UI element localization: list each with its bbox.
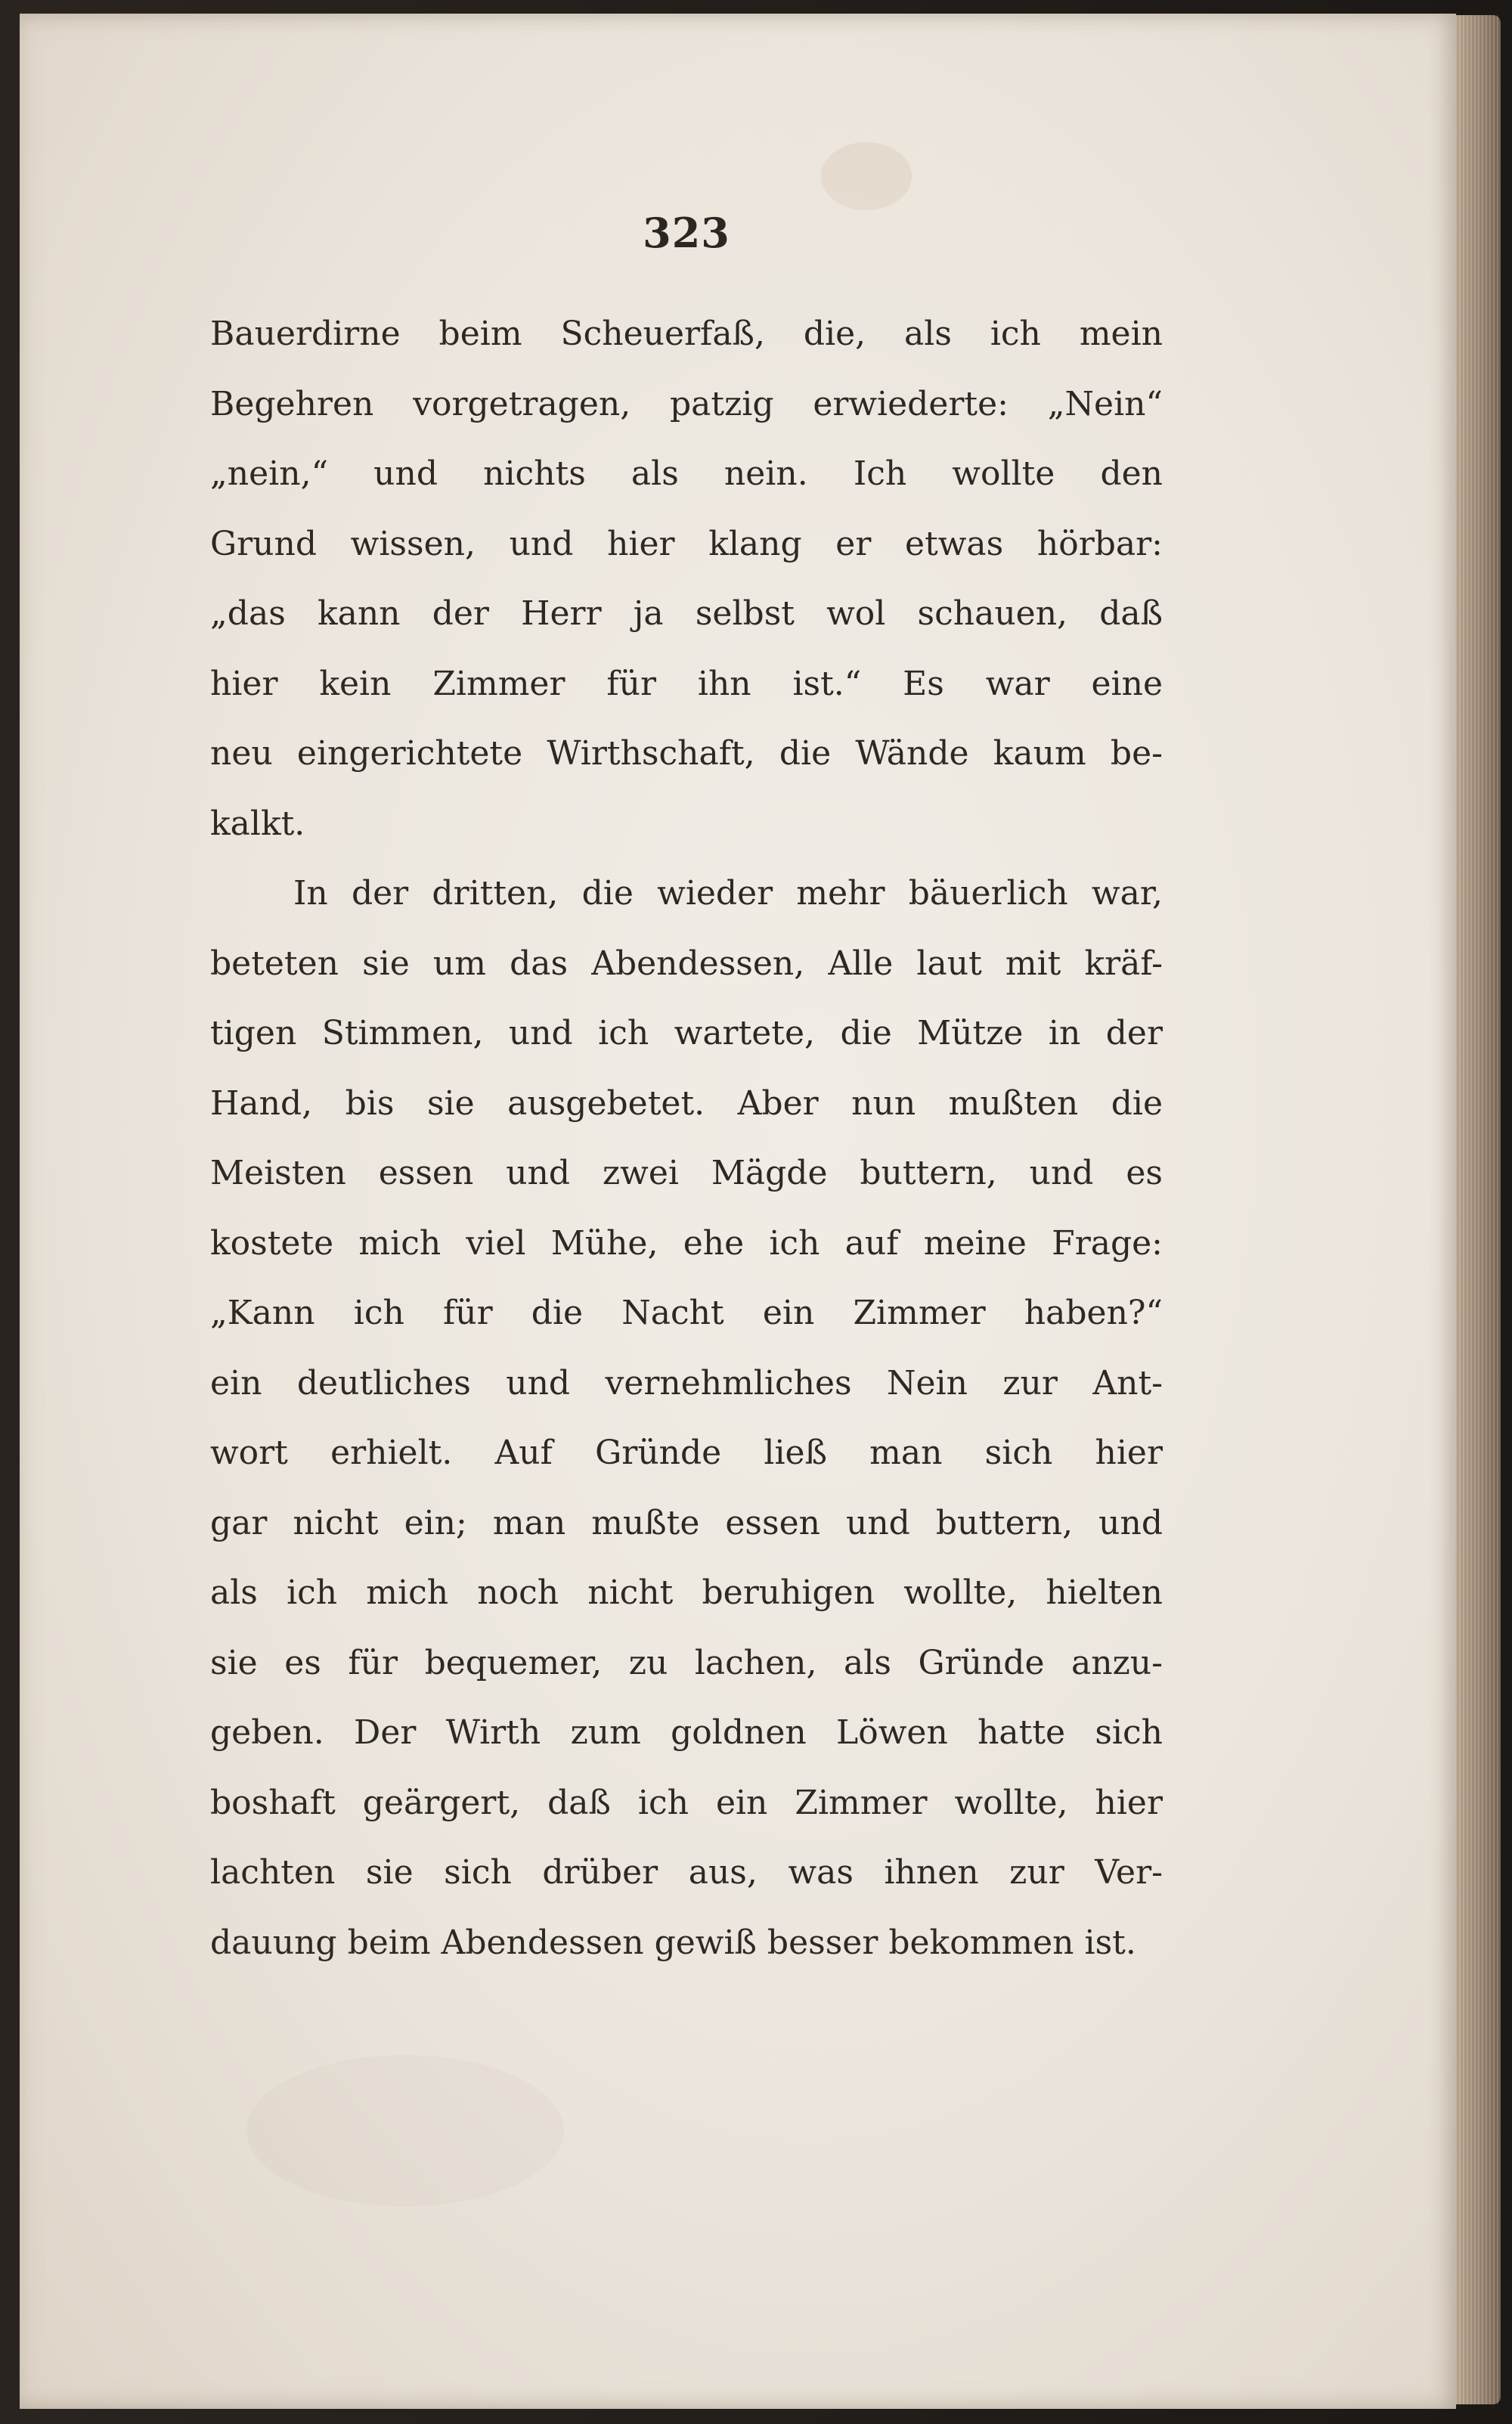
text-line: Grund wissen, und hier klang er etwas hörbar: bbox=[210, 524, 1163, 563]
body-text bbox=[210, 299, 1163, 1978]
text-line: Bauerdirne beim Scheuerfaß, die, als ich mein bbox=[210, 315, 1163, 353]
text-line: kostete mich viel Mühe, ehe ich auf meine Frage: bbox=[210, 1223, 1163, 1263]
text-line: sie es für bequemer, zu lachen, als Gründe anzu- bbox=[210, 1643, 1163, 1682]
page-number: 323 bbox=[643, 209, 730, 257]
text-line: als ich mich noch nicht beruhigen wollte, hielten bbox=[210, 1573, 1163, 1612]
text-line: dauung beim Abendessen gewiß besser bekommen ist. bbox=[210, 1923, 1136, 1962]
book-page bbox=[20, 14, 1456, 2409]
text-line: wort erhielt. Auf Gründe ließ man sich hier bbox=[210, 1434, 1163, 1472]
text-line: boshaft geärgert, daß ich ein Zimmer wollte, hier bbox=[210, 1783, 1163, 1822]
text-line: lachten sie sich drüber aus, was ihnen zur Ver- bbox=[210, 1853, 1163, 1892]
text-line: Meisten essen und zwei Mägde buttern, und es bbox=[210, 1154, 1163, 1192]
text-line: neu eingerichtete Wirthschaft, die Wände kaum be- bbox=[210, 734, 1163, 773]
text-line: ein deutliches und vernehmliches Nein zur Ant- bbox=[210, 1363, 1163, 1403]
text-line: Hand, bis sie ausgebetet. Aber nun mußten die bbox=[210, 1083, 1163, 1123]
paper-stain bbox=[821, 142, 912, 210]
paragraph-first-line: In der dritten, die wieder mehr bäuerlich war, bbox=[293, 874, 1163, 913]
text-line: hier kein Zimmer für ihn ist.“ Es war eine bbox=[210, 664, 1163, 703]
paper-stain bbox=[246, 2055, 564, 2206]
text-line: kalkt. bbox=[210, 804, 305, 843]
text-line: geben. Der Wirth zum goldnen Löwen hatte sich bbox=[210, 1713, 1163, 1752]
text-line: gar nicht ein; man mußte essen und buttern, und bbox=[210, 1503, 1163, 1542]
text-line: Begehren vorgetragen, patzig erwiederte: „Nein“ bbox=[210, 384, 1163, 423]
text-line: beteten sie um das Abendessen, Alle laut mit kräf- bbox=[210, 944, 1163, 983]
text-line: „Kann ich für die Nacht ein Zimmer haben?“ bbox=[210, 1294, 1163, 1332]
text-line: „nein,“ und nichts als nein. Ich wollte den bbox=[210, 454, 1163, 493]
text-line: tigen Stimmen, und ich wartete, die Mütze in der bbox=[210, 1014, 1163, 1052]
text-line: „das kann der Herr ja selbst wol schauen, daß bbox=[210, 594, 1163, 633]
